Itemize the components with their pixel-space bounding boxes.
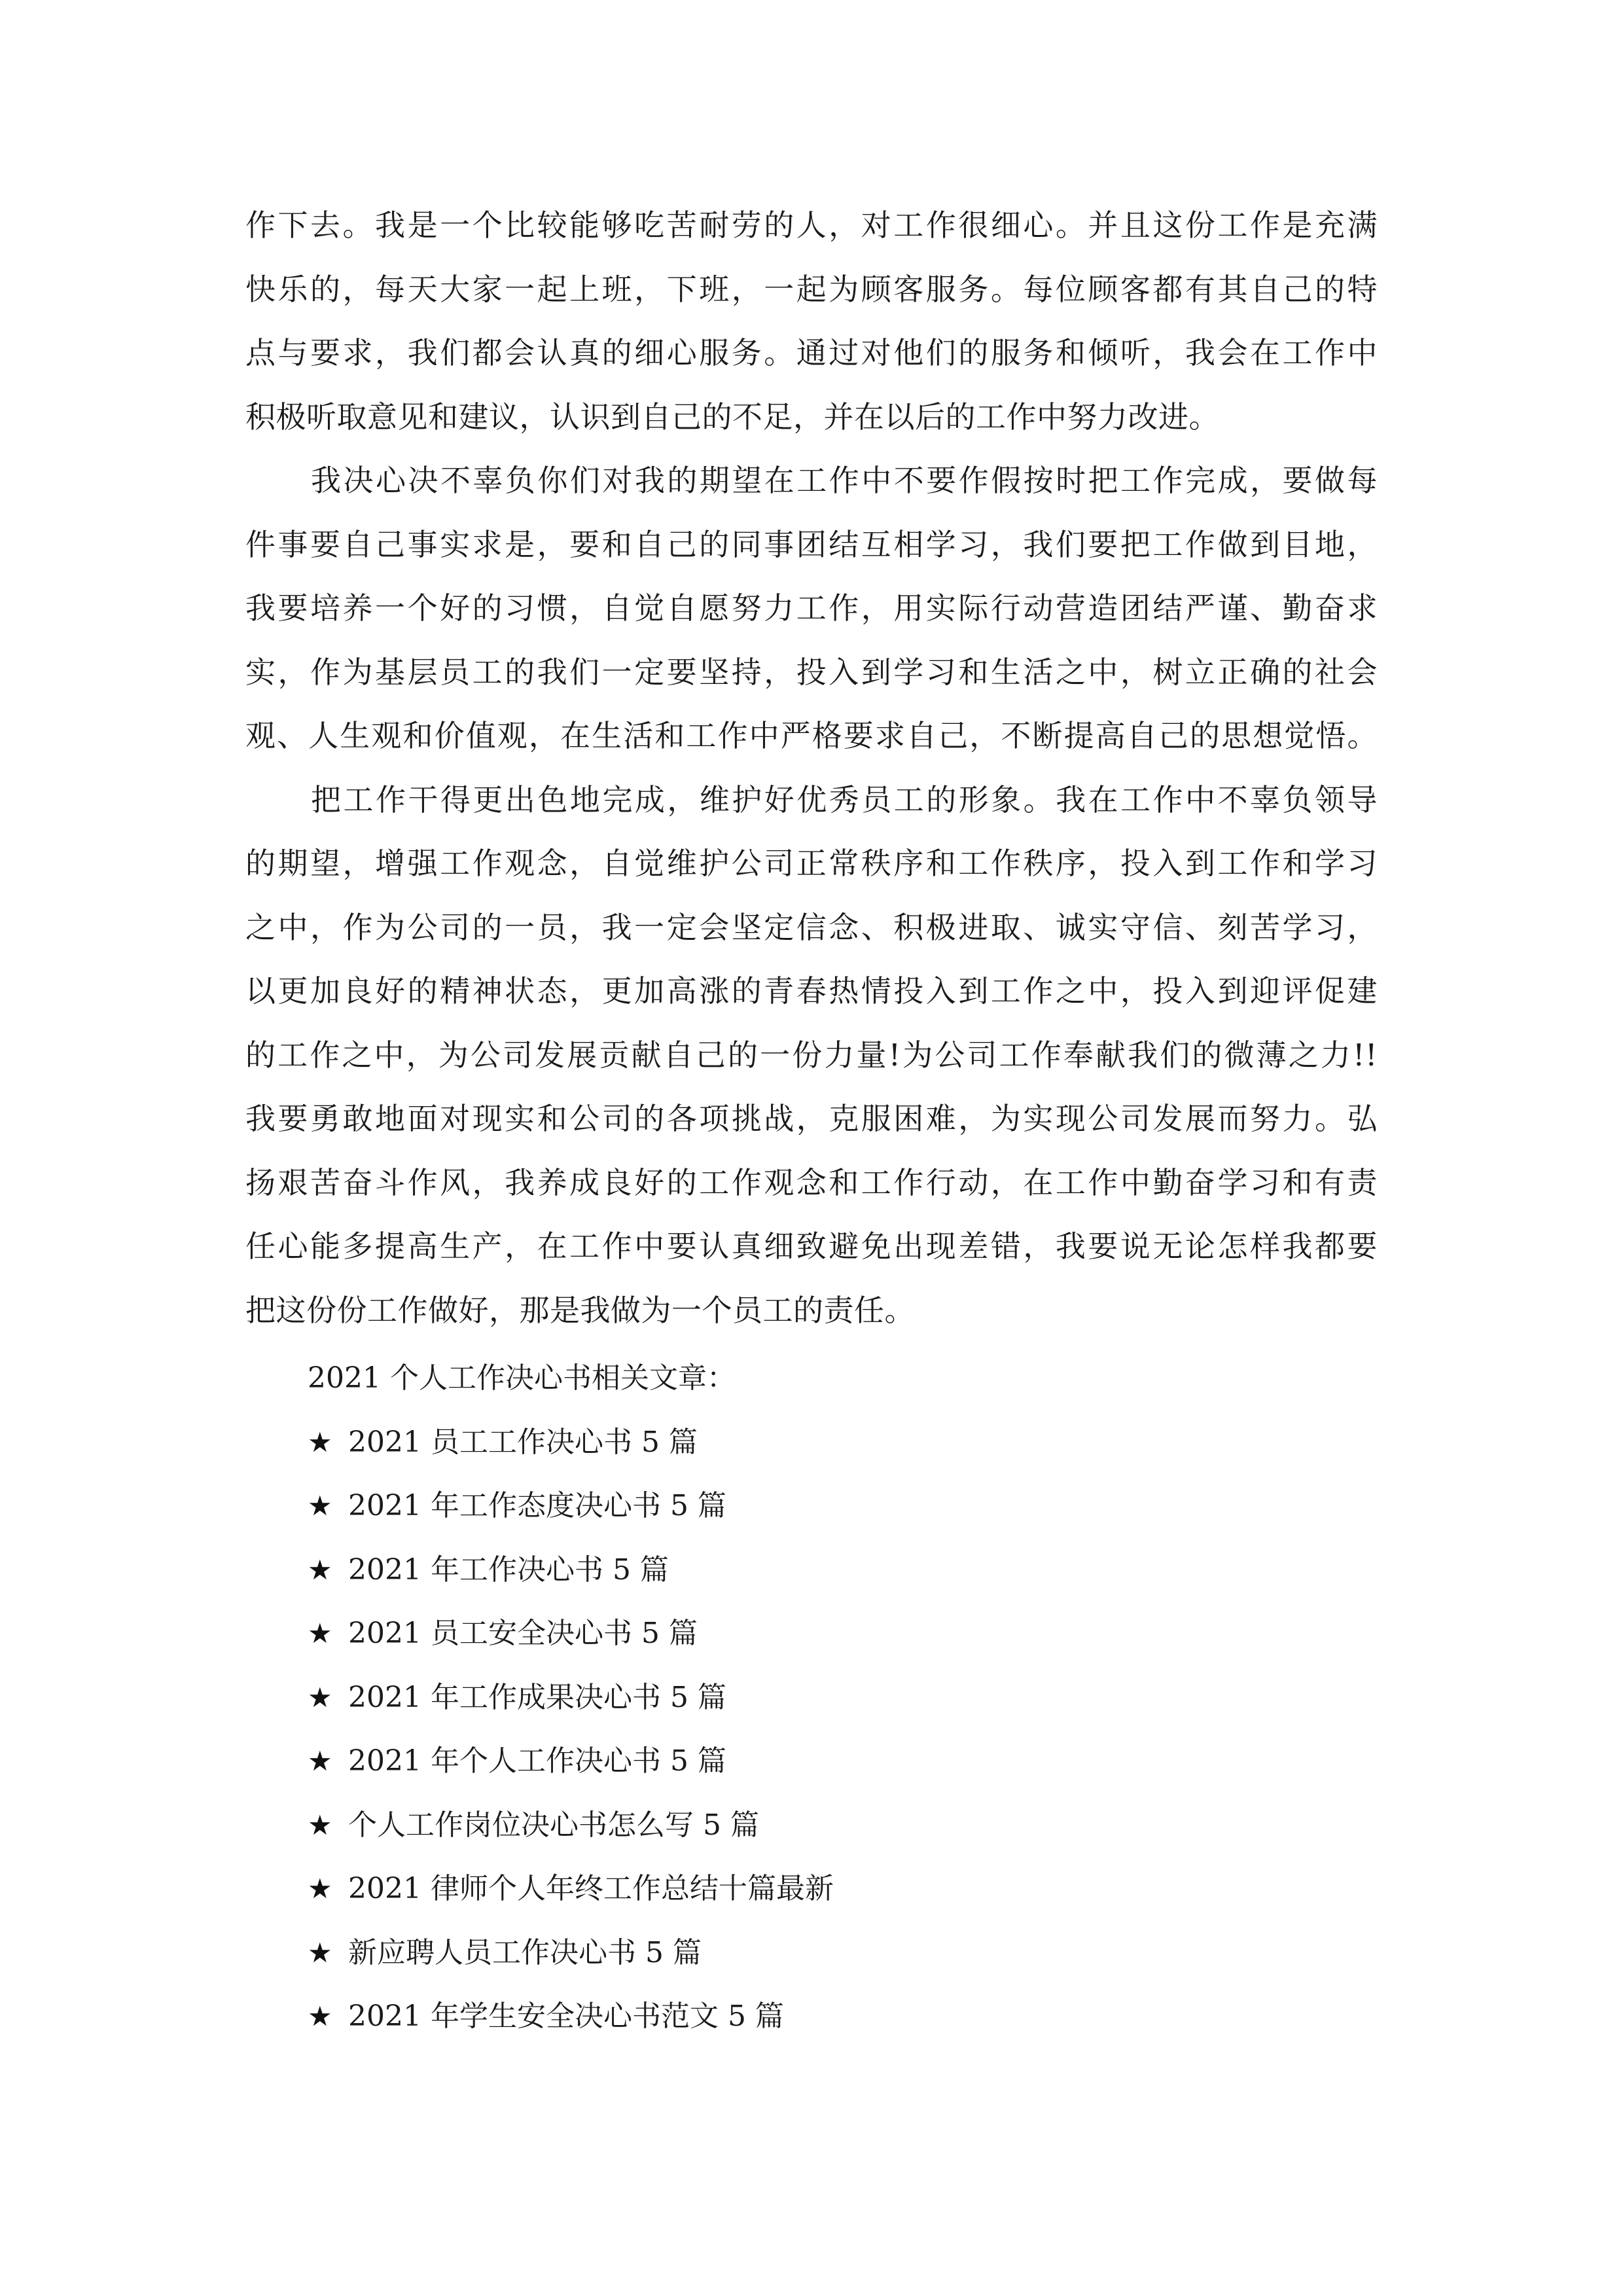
related-article-link[interactable]: 2021 员工工作决心书 5 篇	[348, 1425, 698, 1459]
star-icon: ★	[308, 1617, 332, 1649]
paragraph-3-line-9: 把这份份工作做好，那是我做为一个员工的责任。	[245, 1292, 915, 1328]
paragraph-3-line-7: 扬艰苦奋斗作风，我养成良好的工作观念和工作行动，在工作中勤奋学习和有责	[245, 1164, 1378, 1200]
related-article-link[interactable]: 2021 年工作成果决心书 5 篇	[348, 1680, 726, 1714]
related-articles	[308, 1346, 1289, 2049]
body-text	[245, 194, 1378, 1342]
related-article-link[interactable]: 2021 年工作态度决心书 5 篇	[348, 1489, 726, 1522]
related-article-item[interactable]	[308, 1857, 1289, 1921]
related-article-item[interactable]	[308, 1984, 1289, 2049]
related-article-item[interactable]	[308, 1666, 1289, 1730]
related-article-link[interactable]: 2021 律师个人年终工作总结十篇最新	[348, 1872, 834, 1905]
related-article-link[interactable]: 2021 年学生安全决心书范文 5 篇	[348, 2000, 784, 2033]
paragraph-1-line-3: 点与要求，我们都会认真的细心服务。通过对他们的服务和倾听，我会在工作中	[245, 335, 1378, 370]
related-article-item[interactable]	[308, 1410, 1289, 1475]
related-article-link[interactable]: 2021 员工安全决心书 5 篇	[348, 1617, 698, 1650]
star-icon: ★	[308, 2000, 332, 2032]
related-article-item[interactable]	[308, 1921, 1289, 1985]
star-icon: ★	[308, 1426, 332, 1458]
related-articles-heading: 2021 个人工作决心书相关文章：	[308, 1361, 736, 1395]
star-icon: ★	[308, 1808, 332, 1841]
related-article-link[interactable]: 新应聘人员工作决心书 5 篇	[348, 1935, 702, 1969]
star-icon: ★	[308, 1745, 332, 1777]
paragraph-3-line-1: 把工作干得更出色地完成，维护好优秀员工的形象。我在工作中不辜负领导	[311, 781, 1378, 817]
star-icon: ★	[308, 1553, 332, 1586]
related-article-item[interactable]	[308, 1729, 1289, 1793]
paragraph-2-line-3: 我要培养一个好的习惯，自觉自愿努力工作，用实际行动营造团结严谨、勤奋求	[245, 590, 1378, 626]
related-articles-list	[308, 1410, 1289, 2049]
paragraph-1-line-2: 快乐的，每天大家一起上班，下班，一起为顾客服务。每位顾客都有其自己的特	[245, 271, 1378, 307]
related-article-item[interactable]	[308, 1793, 1289, 1857]
paragraph-2-line-2: 件事要自己事实求是，要和自己的同事团结互相学习，我们要把工作做到目地，	[245, 526, 1378, 562]
paragraph-2-line-5: 观、人生观和价值观，在生活和工作中严格要求自己，不断提高自己的思想觉悟。	[245, 718, 1378, 753]
star-icon: ★	[308, 1490, 332, 1522]
related-article-link[interactable]: 2021 年个人工作决心书 5 篇	[348, 1744, 726, 1778]
paragraph-2-line-1: 我决心决不辜负你们对我的期望在工作中不要作假按时把工作完成，要做每	[311, 463, 1378, 498]
related-article-link[interactable]: 2021 年工作决心书 5 篇	[348, 1552, 669, 1587]
paragraph-1-line-4: 积极听取意见和建议，认识到自己的不足，并在以后的工作中努力改进。	[245, 399, 1219, 435]
related-article-item[interactable]	[308, 1602, 1289, 1666]
related-article-item[interactable]	[308, 1538, 1289, 1602]
paragraph-3-line-3: 之中，作为公司的一员，我一定会坚定信念、积极进取、诚实守信、刻苦学习，	[245, 909, 1378, 945]
star-icon: ★	[308, 1936, 332, 1969]
paragraph-3-line-2: 的期望，增强工作观念，自觉维护公司正常秩序和工作秩序，投入到工作和学习	[245, 846, 1378, 881]
paragraph-1-line-1: 作下去。我是一个比较能够吃苦耐劳的人，对工作很细心。并且这份工作是充满	[245, 207, 1378, 243]
paragraph-3-line-8: 任心能多提高生产，在工作中要认真细致避免出现差错，我要说无论怎样我都要	[245, 1229, 1378, 1264]
paragraph-3-line-4: 以更加良好的精神状态，更加高涨的青春热情投入到工作之中，投入到迎评促建	[245, 973, 1378, 1009]
related-article-link[interactable]: 个人工作岗位决心书怎么写 5 篇	[348, 1808, 759, 1842]
star-icon: ★	[308, 1873, 332, 1905]
star-icon: ★	[308, 1681, 332, 1713]
paragraph-3-line-5: 的工作之中，为公司发展贡献自己的一份力量!为公司工作奉献我们的微薄之力!!	[245, 1037, 1378, 1073]
related-article-item[interactable]	[308, 1474, 1289, 1538]
paragraph-2-line-4: 实，作为基层员工的我们一定要坚持，投入到学习和生活之中，树立正确的社会	[245, 654, 1378, 690]
paragraph-3-line-6: 我要勇敢地面对现实和公司的各项挑战，克服困难，为实现公司发展而努力。弘	[245, 1101, 1378, 1136]
